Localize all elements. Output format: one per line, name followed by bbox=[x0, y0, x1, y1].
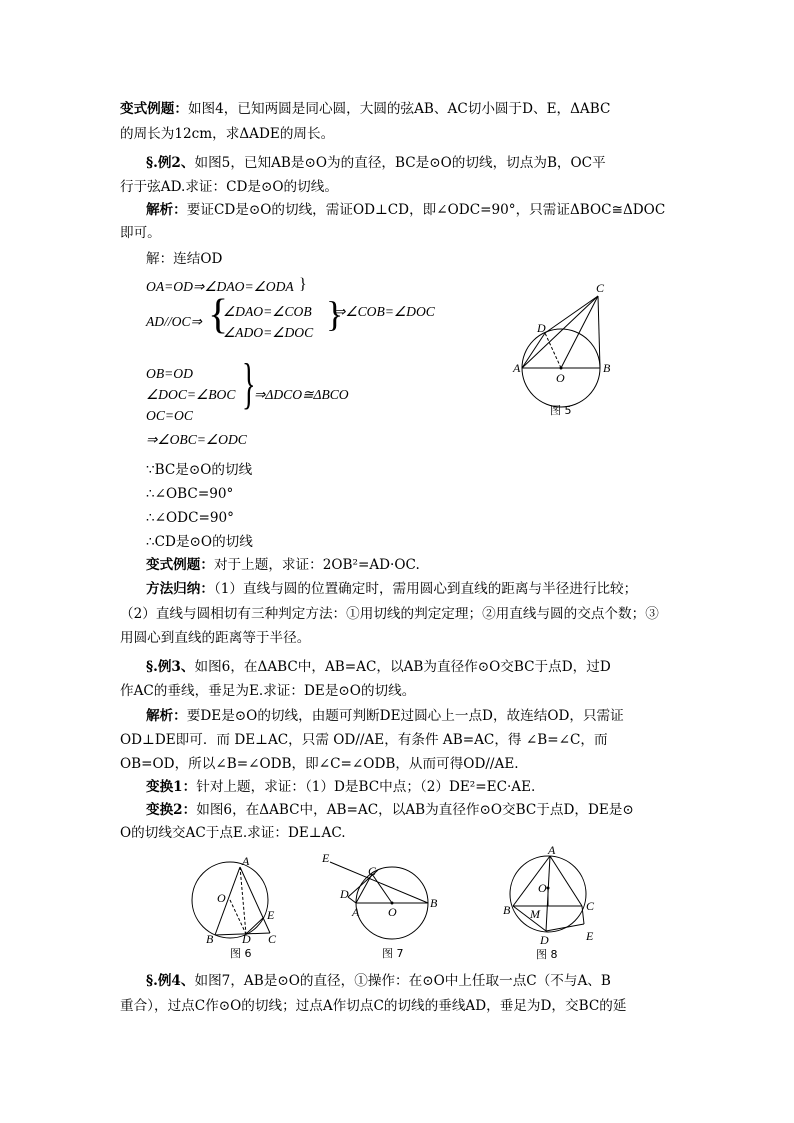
label: §.例4、 bbox=[146, 973, 195, 989]
text: 如图4，已知两圆是同心圆，大圆的弦AB、AC切小圆于D、E，ΔABC bbox=[187, 101, 611, 117]
line-ac bbox=[522, 296, 598, 368]
line-method-summary bbox=[146, 579, 637, 599]
label-e: E bbox=[322, 851, 330, 865]
label: 方法归纳： bbox=[146, 581, 214, 597]
label-a: A bbox=[352, 905, 360, 919]
label: §.例3、 bbox=[146, 659, 195, 675]
text: 如图6，在ΔABC中，AB=AC，以AB为直径作⊙O交BC于点D，过D bbox=[194, 659, 611, 675]
line-ac bbox=[550, 856, 582, 906]
label-e: E bbox=[267, 908, 275, 922]
proof-line: ⇒∠COB=∠DOC bbox=[334, 304, 435, 319]
label: 变式例题： bbox=[120, 101, 188, 117]
line-analysis-2 bbox=[146, 706, 624, 726]
label: 变换2： bbox=[146, 802, 197, 818]
figure-8 bbox=[500, 843, 610, 963]
label: 解析： bbox=[146, 708, 187, 724]
figure-7 bbox=[320, 850, 440, 965]
text: 如图7，AB是⊙O的直径，①操作：在⊙O中上任取一点C（不与A、B bbox=[194, 973, 611, 989]
caption: 图 7 bbox=[382, 947, 404, 960]
text: 对于上题，求证：2OB²=AD·OC. bbox=[213, 557, 420, 573]
line-ad bbox=[522, 333, 545, 368]
center-dot bbox=[560, 367, 563, 370]
label-d: D bbox=[540, 933, 549, 947]
line: 的周长为12cm，求ΔADE的周长。 bbox=[120, 126, 335, 142]
text: 要DE是⊙O的切线，由题可判断DE过圆心上一点D，故连结OD，只需证 bbox=[186, 708, 624, 724]
line-ad bbox=[348, 897, 356, 903]
label-a: A bbox=[242, 854, 250, 868]
label-c: C bbox=[368, 864, 377, 878]
line-oc bbox=[561, 296, 598, 368]
label: 解析： bbox=[146, 202, 187, 218]
brace: } bbox=[299, 276, 307, 293]
proof-line: ∴CD是⊙O的切线 bbox=[146, 534, 253, 550]
proof-line: ∴∠OBC=90° bbox=[146, 486, 234, 502]
text: 要证CD是⊙O的切线，需证OD⊥CD，即∠ODC=90°，只需证ΔBOC≅ΔDOC bbox=[186, 202, 666, 218]
label-o: O bbox=[217, 891, 226, 905]
figure-5 bbox=[510, 281, 620, 420]
line-dc bbox=[545, 296, 598, 333]
proof-line: ∠DOC=∠BOC bbox=[146, 387, 236, 402]
line-example-2 bbox=[146, 153, 606, 173]
line-transform-1 bbox=[146, 777, 535, 797]
line: （2）直线与圆相切有三种判定方法：①用切线的判定定理；②用直线与圆的交点个数；③ bbox=[120, 606, 659, 622]
label: 变式例题： bbox=[146, 557, 214, 573]
text: 如图6，在ΔABC中，AB=AC，以AB为直径作⊙O交BC于点D，DE是⊙ bbox=[196, 802, 634, 818]
line-example-4 bbox=[146, 971, 611, 991]
label-a: A bbox=[513, 361, 521, 375]
line: 即可。 bbox=[120, 225, 161, 241]
caption: 图 8 bbox=[536, 948, 558, 961]
line: O的切线交AC于点E.求证：DE⊥AC. bbox=[120, 825, 346, 841]
label-d: D bbox=[537, 321, 546, 335]
proof-line: ∴∠ODC=90° bbox=[146, 510, 234, 526]
text: （1）直线与圆的位置确定时，需用圆心到直线的距离与半径进行比较； bbox=[213, 581, 638, 597]
brace-right: } bbox=[326, 294, 344, 334]
label-o: O bbox=[538, 881, 547, 895]
line: OB=OD，所以∠B=∠ODB，即∠C=∠ODB，从而可得OD//AE. bbox=[120, 756, 519, 772]
label-o: O bbox=[388, 905, 397, 919]
caption: 图 6 bbox=[230, 947, 252, 960]
figure-6 bbox=[190, 855, 290, 965]
label: 变换1： bbox=[146, 779, 197, 795]
label-c: C bbox=[268, 932, 277, 946]
line: 作AC的垂线，垂足为E.求证：DE是⊙O的切线。 bbox=[120, 683, 416, 699]
center-dot bbox=[547, 887, 550, 890]
label-o: O bbox=[556, 371, 565, 385]
brace-left: { bbox=[208, 292, 229, 338]
line: 用圆心到直线的距离等于半径。 bbox=[120, 630, 311, 646]
proof-line: OB=OD bbox=[146, 366, 193, 381]
label-c: C bbox=[586, 899, 595, 913]
label-d: D bbox=[242, 932, 251, 946]
proof-line: OC=OC bbox=[146, 408, 193, 423]
line-de bbox=[546, 924, 584, 931]
label-d: D bbox=[340, 887, 349, 901]
line: 行于弦AD.求证：CD是⊙O的切线。 bbox=[120, 179, 338, 195]
proof-line: ∠ADO=∠DOC bbox=[223, 325, 314, 340]
label-a: A bbox=[548, 843, 556, 857]
label: §.例2、 bbox=[146, 155, 195, 171]
line-analysis bbox=[146, 200, 665, 220]
proof-line: ⇒ΔDCO≅ΔBCO bbox=[254, 387, 349, 402]
line: OD⊥DE即可．而 DE⊥AC，只需 OD//AE，有条件 AB=AC，得 ∠B=∠C，而 bbox=[120, 732, 608, 748]
line: 重合），过点C作⊙O的切线；过点A作切点C的切线的垂线AD，垂足为D，交BC的延 bbox=[120, 998, 627, 1014]
text: 如图5，已知AB是⊙O为的直径，BC是⊙O的切线，切点为B，OC平 bbox=[194, 155, 606, 171]
line-ac bbox=[356, 874, 372, 903]
line-variant-example-1 bbox=[120, 99, 610, 119]
line-od bbox=[230, 900, 246, 934]
label-c: C bbox=[596, 281, 605, 295]
proof-line: AD//OC⇒ bbox=[146, 314, 202, 329]
line-variant-example-2 bbox=[146, 555, 420, 575]
label-b: B bbox=[206, 932, 214, 946]
line-transform-2 bbox=[146, 800, 634, 820]
brace-right: } bbox=[242, 353, 256, 415]
text: 针对上题，求证：（1）D是BC中点；（2）DE²=EC·AE. bbox=[196, 779, 536, 795]
label-e: E bbox=[586, 929, 594, 943]
proof-line: ⇒∠OBC=∠ODC bbox=[146, 432, 247, 447]
label-m: M bbox=[530, 907, 540, 921]
proof-line: ∵BC是⊙O的切线 bbox=[146, 462, 253, 478]
line-ac bbox=[240, 867, 270, 933]
caption: 图 5 bbox=[550, 404, 572, 417]
line-example-3 bbox=[146, 657, 611, 677]
line-oc bbox=[372, 874, 392, 903]
line-solution: 解：连结OD bbox=[146, 251, 223, 267]
label-b: B bbox=[503, 903, 511, 917]
label-b: B bbox=[430, 896, 438, 910]
proof-line: OA=OD⇒∠DAO=∠ODA bbox=[146, 279, 294, 294]
label-b: B bbox=[603, 361, 611, 375]
proof-line: ∠DAO=∠COB bbox=[223, 304, 312, 319]
